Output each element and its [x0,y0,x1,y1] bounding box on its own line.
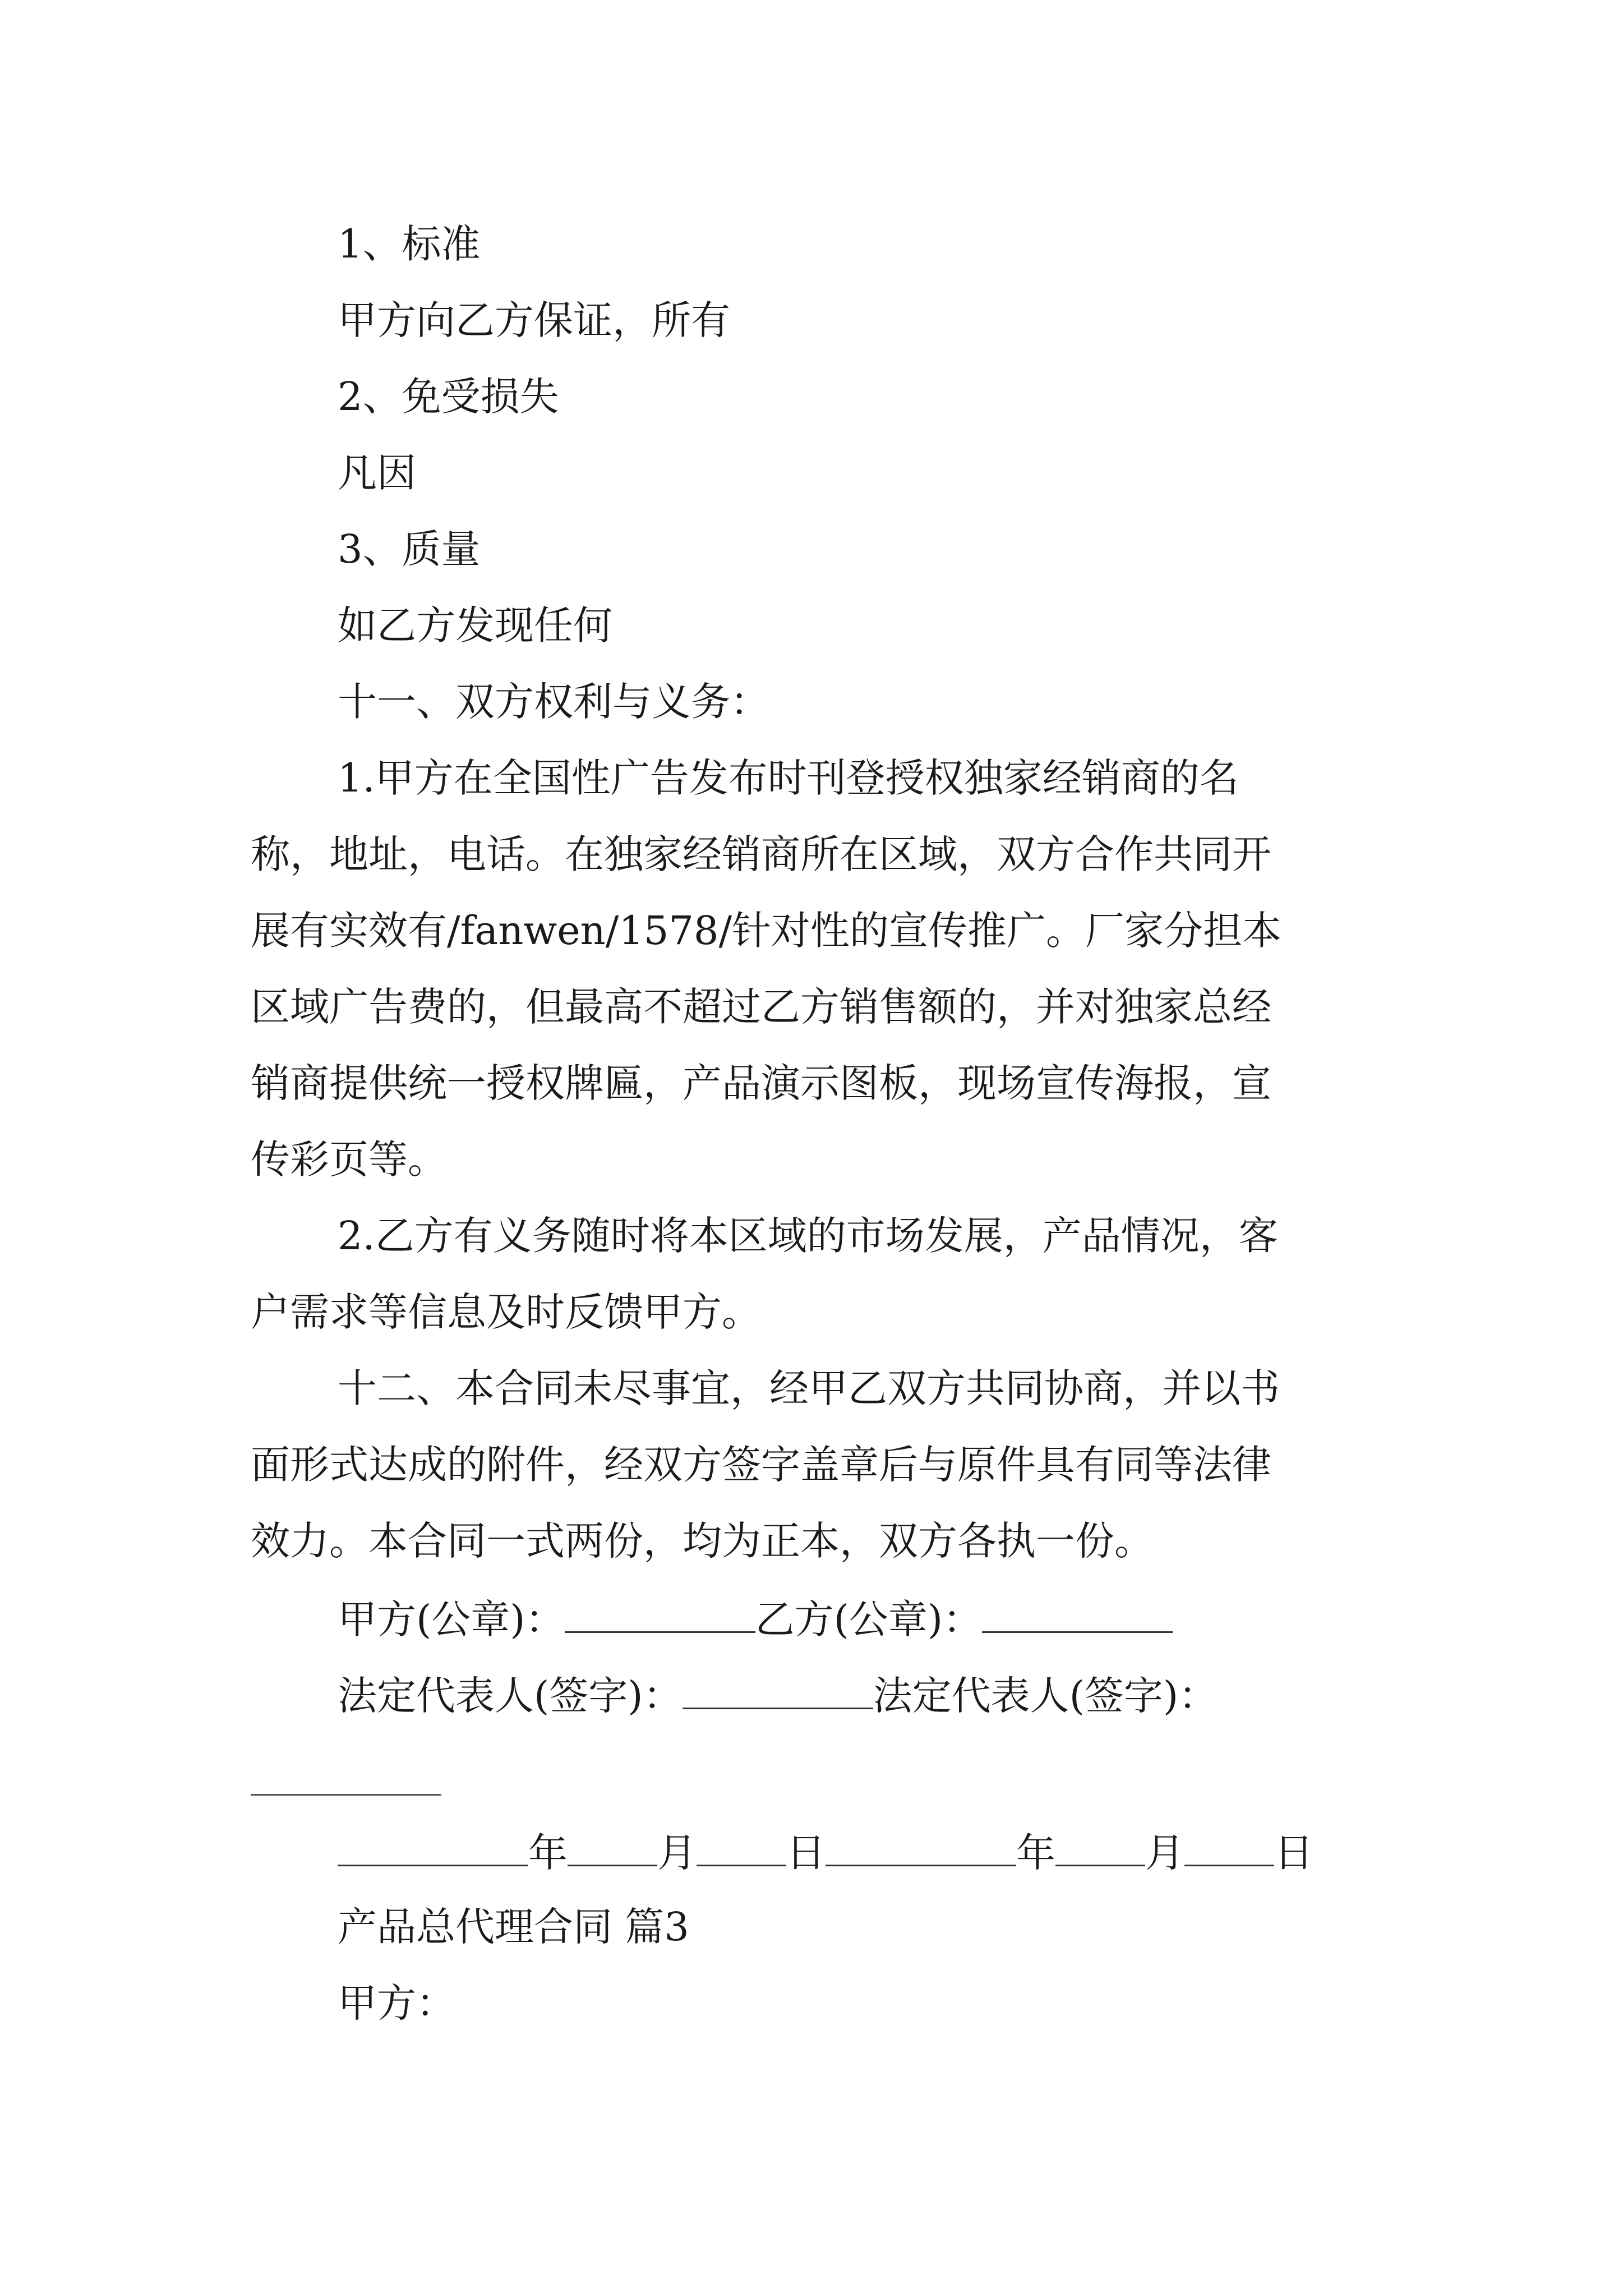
clause-text: 凡因 [338,450,416,496]
day-label-b: 日 [1274,1830,1313,1876]
day-blank-a [697,1831,786,1866]
paragraph-line: 销商提供统一授权牌匾，产品演示图板，现场宣传海报，宣 [251,1060,1271,1106]
clause-heading-loss: 2、免受损失 [338,374,559,420]
day-blank-b [1184,1831,1274,1866]
year-blank-b [826,1831,1016,1866]
rep-a-blank [683,1674,873,1709]
month-blank-b [1055,1831,1145,1866]
year-label-b: 年 [1016,1830,1055,1876]
section-title: 产品总代理合同 篇3 [338,1904,689,1950]
party-a-seal-label: 甲方(公章)： [338,1596,565,1642]
day-label-a: 日 [786,1830,826,1876]
party-a-seal-blank [565,1598,755,1633]
paragraph-line: 展有实效有/fanwen/1578/针对性的宣传推广。厂家分担本 [251,908,1282,954]
paragraph-line: 户需求等信息及时反馈甲方。 [251,1289,761,1335]
seal-line [338,1596,1173,1642]
clause-text: 甲方向乙方保证，所有 [338,297,730,343]
month-blank-a [568,1831,657,1866]
party-a-label: 甲方： [338,1980,455,2026]
year-label-a: 年 [528,1830,568,1876]
clause-heading-standard: 1、标准 [338,221,481,267]
section-heading-rights: 十一、双方权利与义务： [338,679,769,725]
party-b-seal-blank [982,1598,1173,1633]
month-label-a: 月 [657,1830,697,1876]
paragraph-line: 效力。本合同一式两份，均为正本，双方各执一份。 [251,1518,1154,1564]
paragraph-line: 称，地址，电话。在独家经销商所在区域，双方合作共同开 [251,831,1271,877]
representative-line [338,1673,1218,1719]
rep-a-label: 法定代表人(签字)： [338,1673,683,1719]
paragraph-line: 区域广告费的，但最高不超过乙方销售额的，并对独家总经 [251,984,1271,1030]
clause-heading-quality: 3、质量 [338,526,481,572]
year-blank-a [338,1831,528,1866]
paragraph-line: 十二、本合同未尽事宜，经甲乙双方共同协商，并以书 [338,1365,1280,1411]
paragraph-line: 传彩页等。 [251,1137,447,1182]
rep-b-label: 法定代表人(签字)： [873,1673,1218,1719]
party-b-seal-label: 乙方(公章)： [755,1596,983,1642]
date-line [338,1830,1313,1876]
rep-b-blank [251,1794,441,1796]
paragraph-line: 2.乙方有义务随时将本区域的市场发展，产品情况，客 [338,1213,1278,1259]
paragraph-line: 面形式达成的附件，经双方签字盖章后与原件具有同等法律 [251,1442,1271,1488]
clause-text: 如乙方发现任何 [338,602,612,648]
month-label-b: 月 [1145,1830,1184,1876]
paragraph-line: 1.甲方在全国性广告发布时刊登授权独家经销商的名 [338,755,1239,801]
